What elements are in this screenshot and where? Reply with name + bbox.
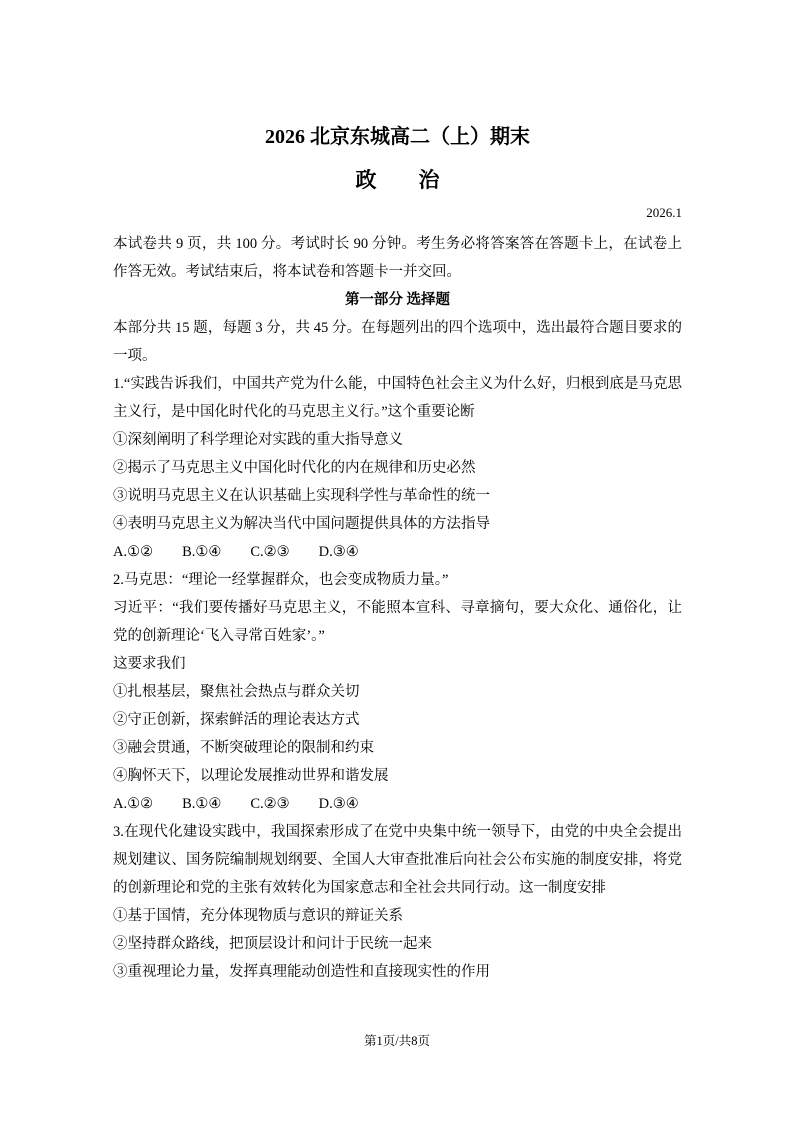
question-1-statement-2: ②揭示了马克思主义中国化时代化的内在规律和历史必然 (113, 460, 476, 476)
exam-subject-title: 政 治 (355, 168, 440, 192)
question-1-statement-3: ③说明马克思主义在认识基础上实现科学性与革命性的统一 (113, 488, 490, 504)
question-3-statement-3: ③重视理论力量，发挥真理能动创造性和直接现实性的作用 (113, 964, 490, 980)
question-3 (113, 818, 682, 986)
exam-instructions: 本试卷共 9 页，共 100 分。考试时长 90 分钟。考生务必将答案答在答题卡上，在试卷上作答无效。考试结束后，将本试卷和答题卡一并交回。 (113, 236, 682, 280)
section-heading: 第一部分 选择题 (344, 292, 451, 308)
question-2-statement-2: ②守正创新，探索鲜活的理论表达方式 (113, 712, 360, 728)
question-2 (113, 566, 682, 818)
question-1-statement-4: ④表明马克思主义为解决当代中国问题提供具体的方法指导 (113, 516, 490, 532)
question-1-statement-1: ①深刻阐明了科学理论对实践的重大指导意义 (113, 432, 403, 448)
section-instructions: 本部分共 15 题，每题 3 分，共 45 分。在每题列出的四个选项中，选出最符合题目要求的一项。 (113, 320, 682, 364)
question-2-stem-line-1: 2.马克思：“理论一经掌握群众，也会变成物质力量。” (113, 572, 449, 588)
question-1 (113, 370, 682, 566)
question-3-statement-1: ①基于国情，充分体现物质与意识的辩证关系 (113, 908, 403, 924)
question-2-statement-4: ④胸怀天下，以理论发展推动世界和谐发展 (113, 768, 389, 784)
exam-date: 2026.1 (646, 205, 682, 220)
question-3-stem: 3.在现代化建设实践中，我国探索形成了在党中央集中统一领导下，由党的中央全会提出规划建议、国务院编制规划纲要、全国人大审查批准后向社会公布实施的制度安排，将党的创新理论和党的主张有效转化为国家意志和全社会共同行动。这一制度安排 (113, 824, 682, 896)
page-number: 第1页/共8页 (364, 1034, 430, 1048)
question-2-statement-1: ①扎根基层，聚焦社会热点与群众关切 (113, 684, 360, 700)
question-2-stem-line-2: 习近平：“我们要传播好马克思主义，不能照本宣科、寻章摘句，要大众化、通俗化，让党的创新理论‘飞入寻常百姓家’。” (113, 600, 682, 644)
question-2-stem-line-3: 这要求我们 (113, 656, 186, 672)
question-3-statement-2: ②坚持群众路线，把顶层设计和问计于民统一起来 (113, 936, 432, 952)
question-1-answer-choices: A.①② B.①④ C.②③ D.③④ (113, 544, 359, 560)
question-2-answer-choices: A.①② B.①④ C.②③ D.③④ (113, 796, 359, 812)
exam-title: 2026 北京东城高二（上）期末 (265, 126, 530, 148)
question-1-stem: 1.“实践告诉我们，中国共产党为什么能，中国特色社会主义为什么好，归根到底是马克思主义行，是中国化时代化的马克思主义行。”这个重要论断 (113, 376, 682, 420)
question-2-statement-3: ③融会贯通，不断突破理论的限制和约束 (113, 740, 374, 756)
